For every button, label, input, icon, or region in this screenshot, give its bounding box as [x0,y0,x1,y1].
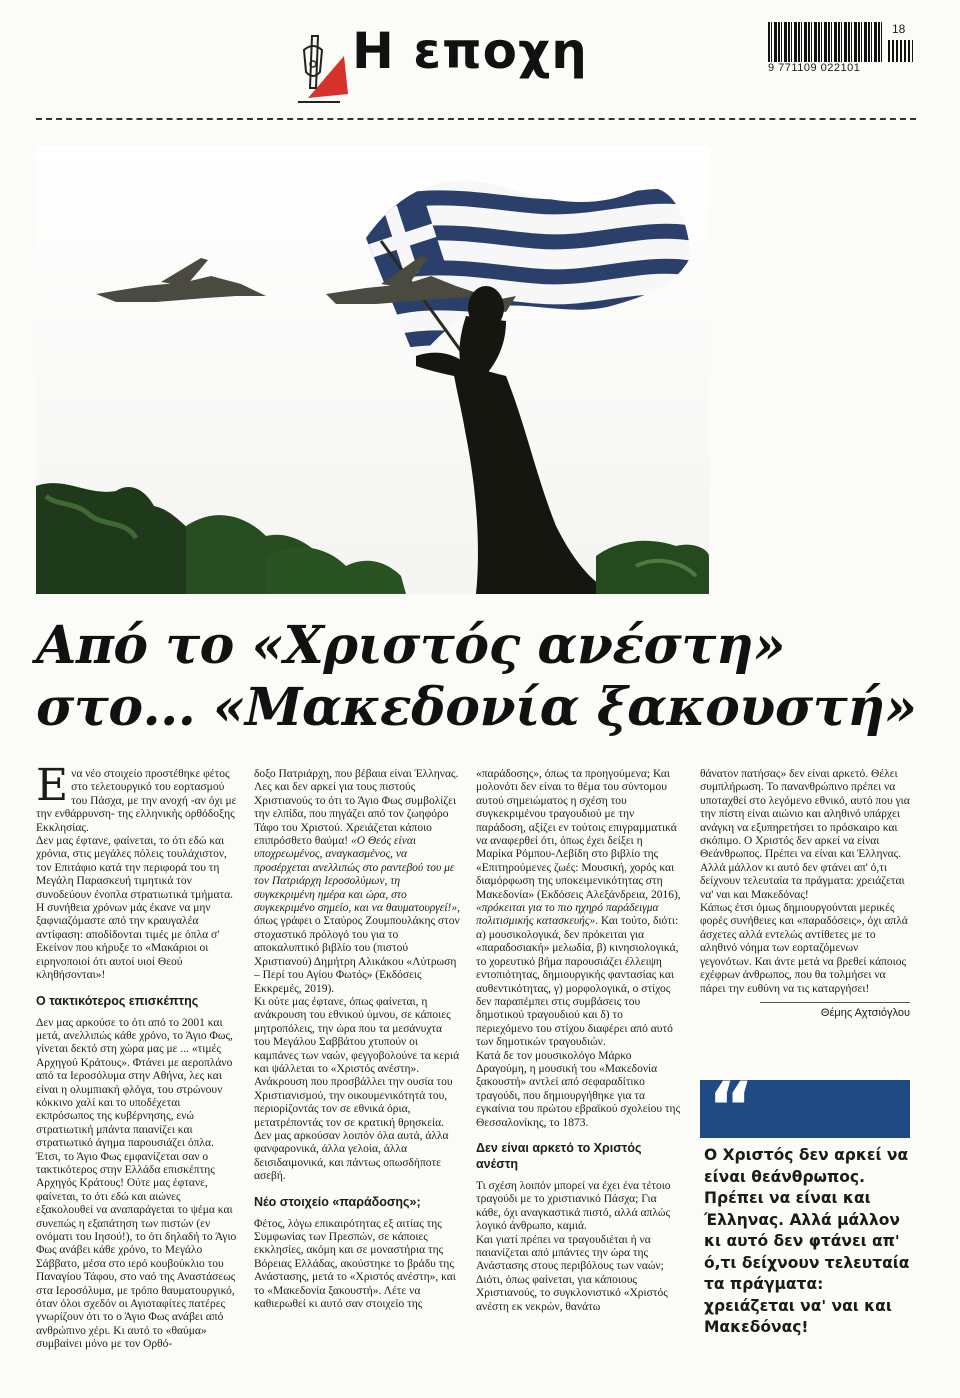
article-paragraph: θάνατον πατήσας» δεν είναι αρκετό. Θέλει συμπλήρωση. Το πανανθρώπινο πρέπει να υποταχθεί στο λεγόμενο εθνικό, αυτό που για την πίστη είναι αιώνιο και αληθινό υπάρχει ανάγκη να εξυπηρετήσει το πρόσκαιρο και σκόπιμο. Ο Χριστός δεν αρκεί να είναι Θεάνθρωπος. Πρέπει να είναι και Έλληνας. Αλλά μάλλον κι αυτό δεν φτάνει απ' ό,τι δείχνουν τελευταία τα πράγματα: χρειάζεται να' ναι και Μακεδόνας! [700,768,910,901]
drop-cap: Ε [36,760,69,811]
barcode-bars [768,22,883,62]
article-paragraph: Τι σχέση λοιπόν μπορεί να έχει ένα τέτοιο τραγούδι με το χριστιανικό Πάσχα; Για κάθε, όχι αναγκαστικά πιστό, αλλά απλώς λογικό άνθρωπο, καμιά. [476,1179,671,1233]
headline [36,615,916,739]
article-quote: «Ο Θεός είναι υποχρεωμένος, αναγκασμένος, να προσέρχεται ανελλιπώς στο ραντεβού του με τον Πατριάρχη Ιεροσολύμων, τη συγκεκριμένη ημέρα και ώρα, στο συγκεκριμένο σημείο, και να θαυματουργεί!» [254,835,458,915]
article-column-1 [36,760,238,1352]
article-paragraph: Κατά δε τον μουσικολόγο Μάρκο Δραγούμη, η μουσική του «Μακεδονία ξακουστή» αντλεί από σεφαραδίτικο τραγούδι, που δημιουργήθηκε για τα εγκαίνια του πρώτου εβραϊκού σχολείου της Θεσσαλονίκης, το 1873. [476,1049,681,1129]
quote-marks-icon: “ [708,1067,755,1149]
subheading-new-tradition: Νέο στοιχείο «παράδοσης»; [254,1194,421,1209]
article-column-4 [700,768,910,1020]
headline-line-2: στο... «Μακεδονία ξακουστή» [36,677,917,738]
header-divider [36,118,916,120]
masthead-title: Η εποχη [352,22,588,80]
subheading-regular-visitor: Ο τακτικότερος επισκέπτης [36,993,199,1008]
article-paragraph: Φέτος, λόγω επικαιρότητας εξ αιτίας της Συμφωνίας των Πρεσπών, σε κάποιες εκκλησίες, ακόμη και σε μοναστήρια της Βόρειας Ελλάδας, ακούστηκε το βράδυ της Ανάστασης, μετά το «Χριστός ανέστη», και το «Μακεδονία ξακουστή». Λέτε να καθιερωθεί κι αυτό σαν στοιχείο της [254,1217,456,1311]
pull-quote-banner [700,1067,910,1149]
subheading-not-enough: Δεν είναι αρκετό το Χριστός ανέστη [476,1140,642,1171]
pull-quote-text: Ο Χριστός δεν αρκεί να είναι θεάνθρωπος. Πρέπει να είναι και Έλληνας. Αλλά μάλλον κι αυτό δεν φτάνει απ' ό,τι δείχνουν τελευταία τα πράγματα: χρειάζεται να' ναι και Μακεδόνας! [704,1146,910,1336]
article-paragraph: Και γιατί πρέπει να τραγουδιέται ή να παιανίζεται από μπάντες την ώρα της Ανάστασης στους περιβόλους των ναών; Διότι, όπως φαίνεται, για κάποιους Χριστιανούς, το συγκλονιστικό «Χριστός ανέστη εκ νεκρών, θανάτω [476,1233,668,1313]
article-paragraph: . Και τούτο, διότι: α) μουσικολογικά, δεν πρόκειται για «παραδοσιακή» μελωδία, β) κινησιολογικά, το χορευτικό βήμα παρουσιάζει έλλειψη εντοπιότητας, δημιουργικής φαντασίας και αυθεντικότητας, γ) μορφολογικά, ο στίχος δεν παραπέμπει στις συμβάσεις του δημοτικού τραγουδιού και δ) το περιεχόμενο του στίχου διαφέρει από αυτό των δημοτικών τραγουδιών. [476,915,679,1049]
article-paragraph: , όπως γράφει ο Σταύρος Ζουμπουλάκης στον στοχαστικό πρόλογό του για το αποκαλυπτικό βιβλίο του (πιστού Χριστιανού) Δημήτρη Αλικάκου «Λύτρωση – Περί του Αγίου Φωτός» (Εκδόσεις Εκκρεμές, 2019). [254,902,460,995]
author-byline: Θέμης Αχτσιόγλου [820,1006,910,1019]
article-photo [36,146,709,594]
barcode-digits: 9 771109 022101 [768,62,861,74]
barcode-addon-bars [888,40,913,62]
article-column-3 [476,768,681,1314]
article-paragraph: Κι ούτε μας έφτανε, όπως φαίνεται, η ανάκρουση του εθνικού ύμνου, σε κάποιες μητροπόλεις, την ώρα που τα μεσάνυχτα του Μεγάλου Σαββάτου χτυπούν οι καμπάνες των ναών, φεγγοβολούνε τα κεριά και ψάλλεται το «Χριστός ανέστη». Ανάκρουση που προσβάλλει την ουσία του Χριστιανισμού, την οικουμενικότητά του, περιορίζοντάς τον σε εθνικά όρια, μετατρέποντάς τον σε κρατική θρησκεία. Δεν μας αρκούσαν λοιπόν όλα αυτά, άλλα φανφαρονικά, άλλα γελοία, άλλα δεισιδαιμονικά, και πάντως οπωσδήποτε ασεβή. [254,995,460,1183]
barcode [768,22,913,82]
article-paragraph: «παράδοσης», όπως τα προηγούμενα; Και μολονότι δεν είναι το θέμα του σύντομου αυτού σημειώματος η σχέση του συγκεκριμένου τραγουδιού με την παράδοση, αξίζει εν τούτοις επιγραμματικά να αναφερθεί ότι, όπως έχει δείξει η Μαρίκα Ρόμπου-Λεβίδη στο βιβλίο της «Επιτηρούμενες ζωές: Μουσική, χορός και διαμόρφωση της υποκειμενικότητας στη Μακεδονία» (Εκδόσεις Αλεξάνδρεια, 2016), [476,768,681,901]
article-paragraph: Δεν μας έφτανε, φαίνεται, το ότι εδώ και χρόνια, στις μεγάλες πόλεις τουλάχιστον, τον Επιτάφιο κατά την περιφορά του τη Μεγάλη Παρασκευή τιμητικά τον συνοδεύουν ένοπλα στρατιωτικά τμήματα. Η συνήθεια χρόνων μάς έκανε να μην ξαφνιαζόμαστε από την κραυγαλέα αντίφαση: αποδίδονται τιμές με όπλα σ' Εκείνον που κήρυξε το «Μακάριοι οι ειρηνοποιοί ότι αυτοί υιοί Θεού κληθήσονται»! [36,835,234,982]
article-paragraph: Δεν μας αρκούσε το ότι από το 2001 και μετά, ανελλιπώς κάθε χρόνο, το Άγιο Φως, γίνεται δεκτό στη χώρα μας με ... «τιμές Αρχηγού Κράτους». Φτάνει με αεροπλάνο από τα Ιεροσόλυμα στην Αθήνα, λες και είναι η ολυμπιακή φλόγα, του στρώνουν κόκκινο χαλί και το υποδέχεται εκπρόσωπος της κυβέρνησης, ενώ στρατιωτική μπάντα παιανίζει και στρατιωτικό άγημα παρουσιάζει όπλα. Έτσι, το Άγιο Φως εμφανίζεται σαν ο τακτικότερος στην Ελλάδα επισκέπτης Αρχηγός Κράτους! Ούτε μας έφτανε, φαίνεται, το ότι εδώ και αιώνες εξακολουθεί να αναπαράγεται το ψέμα και συνεπώς η εξαπάτηση των πιστών (εν ονόματι του Ιησού!), το ότι δηλαδή το Άγιο Φως ανάβει κάθε χρόνο, το Μεγάλο Σάββατο, μέσα στο ιερό κουβούκλιο του Παναγίου Τάφου, στο ναό της Αναστάσεως στα Ιεροσόλυμα, με τρόπο θαυματουργικό, όταν όλοι σχεδόν οι Αγιοταφίτες πατέρες γνωρίζουν ότι το ο Άγιο Φως ανάβει από ανθρώπινο χέρι. Κι αυτό το «θαύμα» συμβαίνει μόνο με τον Ορθό- [36,1016,237,1351]
masthead [290,20,670,115]
headline-line-1: Από το «Χριστός ανέστη» [36,615,786,676]
author-divider [760,1002,910,1003]
article-paragraph: Κάπως έτσι όμως δημιουργούνται μερικές φορές συνήθειες και «παραδόσεις», όχι απλά άσχετες αλλά εντελώς αντίθετες με το αληθινό νόημα των εορταζόμενων γεγονότων. Και άντε μετά να βρεθεί κάποιος εχέφρων άνθρωπος, που θα τολμήσει να πάρει την ευθύνη να τις καταργήσει! [700,902,908,995]
page-number: 18 [892,22,906,36]
article-column-2 [254,768,460,1311]
article-quote: «πρόκειται για το πιο ηχηρό παράδειγμα πολιτισμικής κατασκευής» [476,902,659,928]
article-intro: να νέο στοιχείο προστέθηκε φέτος στο τελετουργικό του εορτασμού του Πάσχα, με την ανοχή -αν όχι με την ενθάρρυνση- της ελληνικής ορθόδοξης Εκκλησίας. [36,768,237,834]
pen-nib-logo-icon [290,28,350,108]
article-paragraph: δοξο Πατριάρχη, που βέβαια είναι Έλληνας. Λες και δεν αρκεί για τους πιστούς Χριστιανούς το ότι το Άγιο Φως συμβολίζει την ελπίδα, που πηγάζει από τον ζωηφόρο Τάφο του Χριστού. Χρειάζεται κάποιο επιπρόσθετο θαύμα! [254,768,459,848]
photo-priest-with-greek-flag [36,146,709,594]
